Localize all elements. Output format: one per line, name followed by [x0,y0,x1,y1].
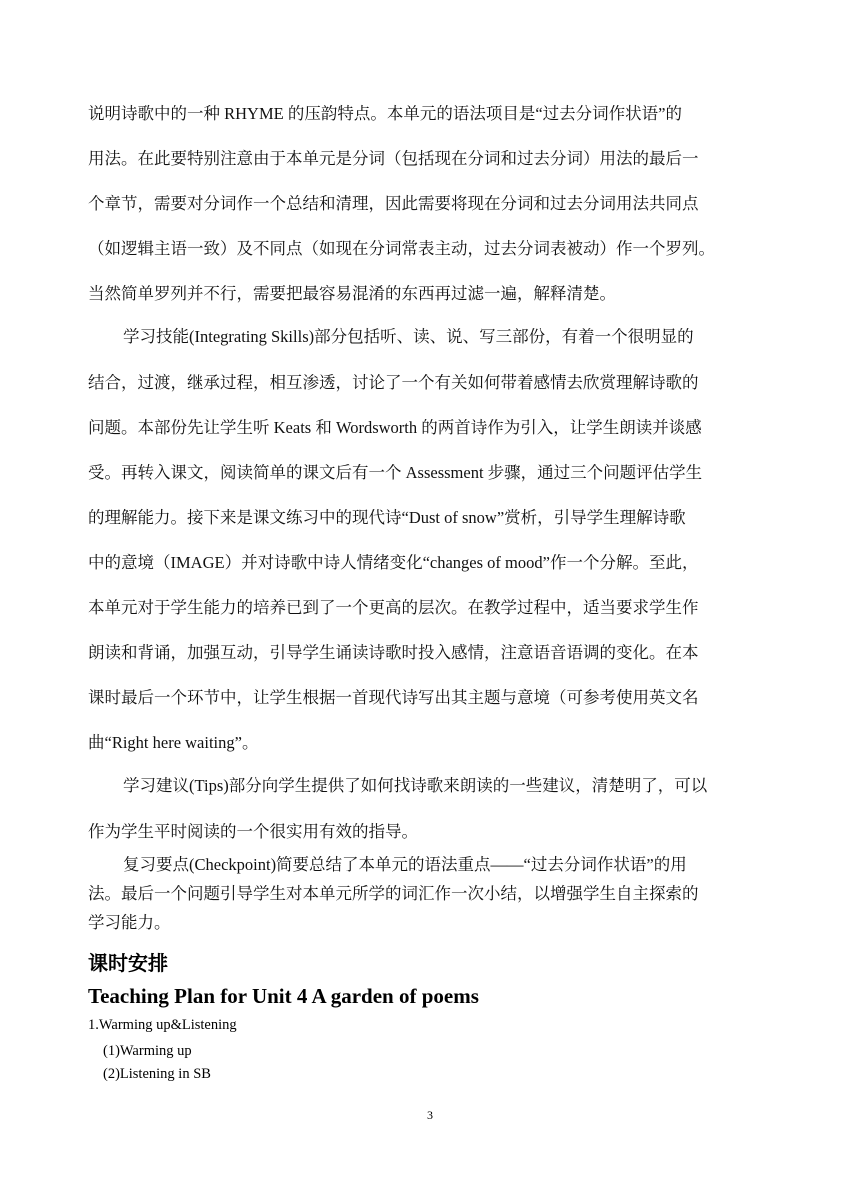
text-line: 学习建议(Tips)部分向学生提供了如何找诗歌来朗读的一些建议，清楚明了，可以 [123,776,708,795]
outline-step: 1.Warming up&Listening [88,1017,237,1033]
text-line: 学习能力。 [88,913,171,932]
text-line: 法。最后一个问题引导学生对本单元所学的词汇作一次小结，以增强学生自主探索的 [88,884,699,903]
text-line: 中的意境（IMAGE）并对诗歌中诗人情绪变化“changes of mood”作一个分解。至此， [88,553,699,572]
text-line: 的理解能力。接下来是课文练习中的现代诗“Dust of snow”赏析，引导学生理解诗歌 [88,508,686,527]
text-line: 曲“Right here waiting”。 [88,733,259,752]
section-heading: 课时安排 [88,951,168,975]
text-line: 问题。本部份先让学生听 Keats 和 Wordsworth 的两首诗作为引入，让学生朗读并谈感 [88,418,702,437]
text-line: （如逻辑主语一致）及不同点（如现在分词常表主动，过去分词表被动）作一个罗列。 [88,239,715,258]
text-line: 结合，过渡，继承过程，相互渗透，讨论了一个有关如何带着感情去欣赏理解诗歌的 [88,373,699,392]
page-number: 3 [427,1108,433,1122]
teaching-plan-title: Teaching Plan for Unit 4 A garden of poems [88,984,479,1008]
text-line: 个章节，需要对分词作一个总结和清理，因此需要将现在分词和过去分词用法共同点 [88,194,699,213]
outline-substep: (2)Listening in SB [103,1066,211,1082]
text-line: 课时最后一个环节中，让学生根据一首现代诗写出其主题与意境（可参考使用英文名 [88,688,699,707]
text-line: 当然简单罗列并不行，需要把最容易混淆的东西再过滤一遍，解释清楚。 [88,284,616,303]
text-line: 作为学生平时阅读的一个很实用有效的指导。 [88,822,418,841]
text-line: 本单元对于学生能力的培养已到了一个更高的层次。在教学过程中，适当要求学生作 [88,598,699,617]
text-line: 用法。在此要特别注意由于本单元是分词（包括现在分词和过去分词）用法的最后一 [88,149,699,168]
text-line: 说明诗歌中的一种 RHYME 的压韵特点。本单元的语法项目是“过去分词作状语”的 [88,104,682,123]
text-line: 学习技能(Integrating Skills)部分包括听、读、说、写三部份，有着一个很明显的 [123,327,694,346]
text-line: 朗读和背诵，加强互动，引导学生诵读诗歌时投入感情，注意语音语调的变化。在本 [88,643,699,662]
text-line: 受。再转入课文，阅读简单的课文后有一个 Assessment 步骤，通过三个问题评估学生 [88,463,703,482]
text-line: 复习要点(Checkpoint)简要总结了本单元的语法重点——“过去分词作状语”的用 [123,855,687,874]
outline-substep: (1)Warming up [103,1043,192,1059]
